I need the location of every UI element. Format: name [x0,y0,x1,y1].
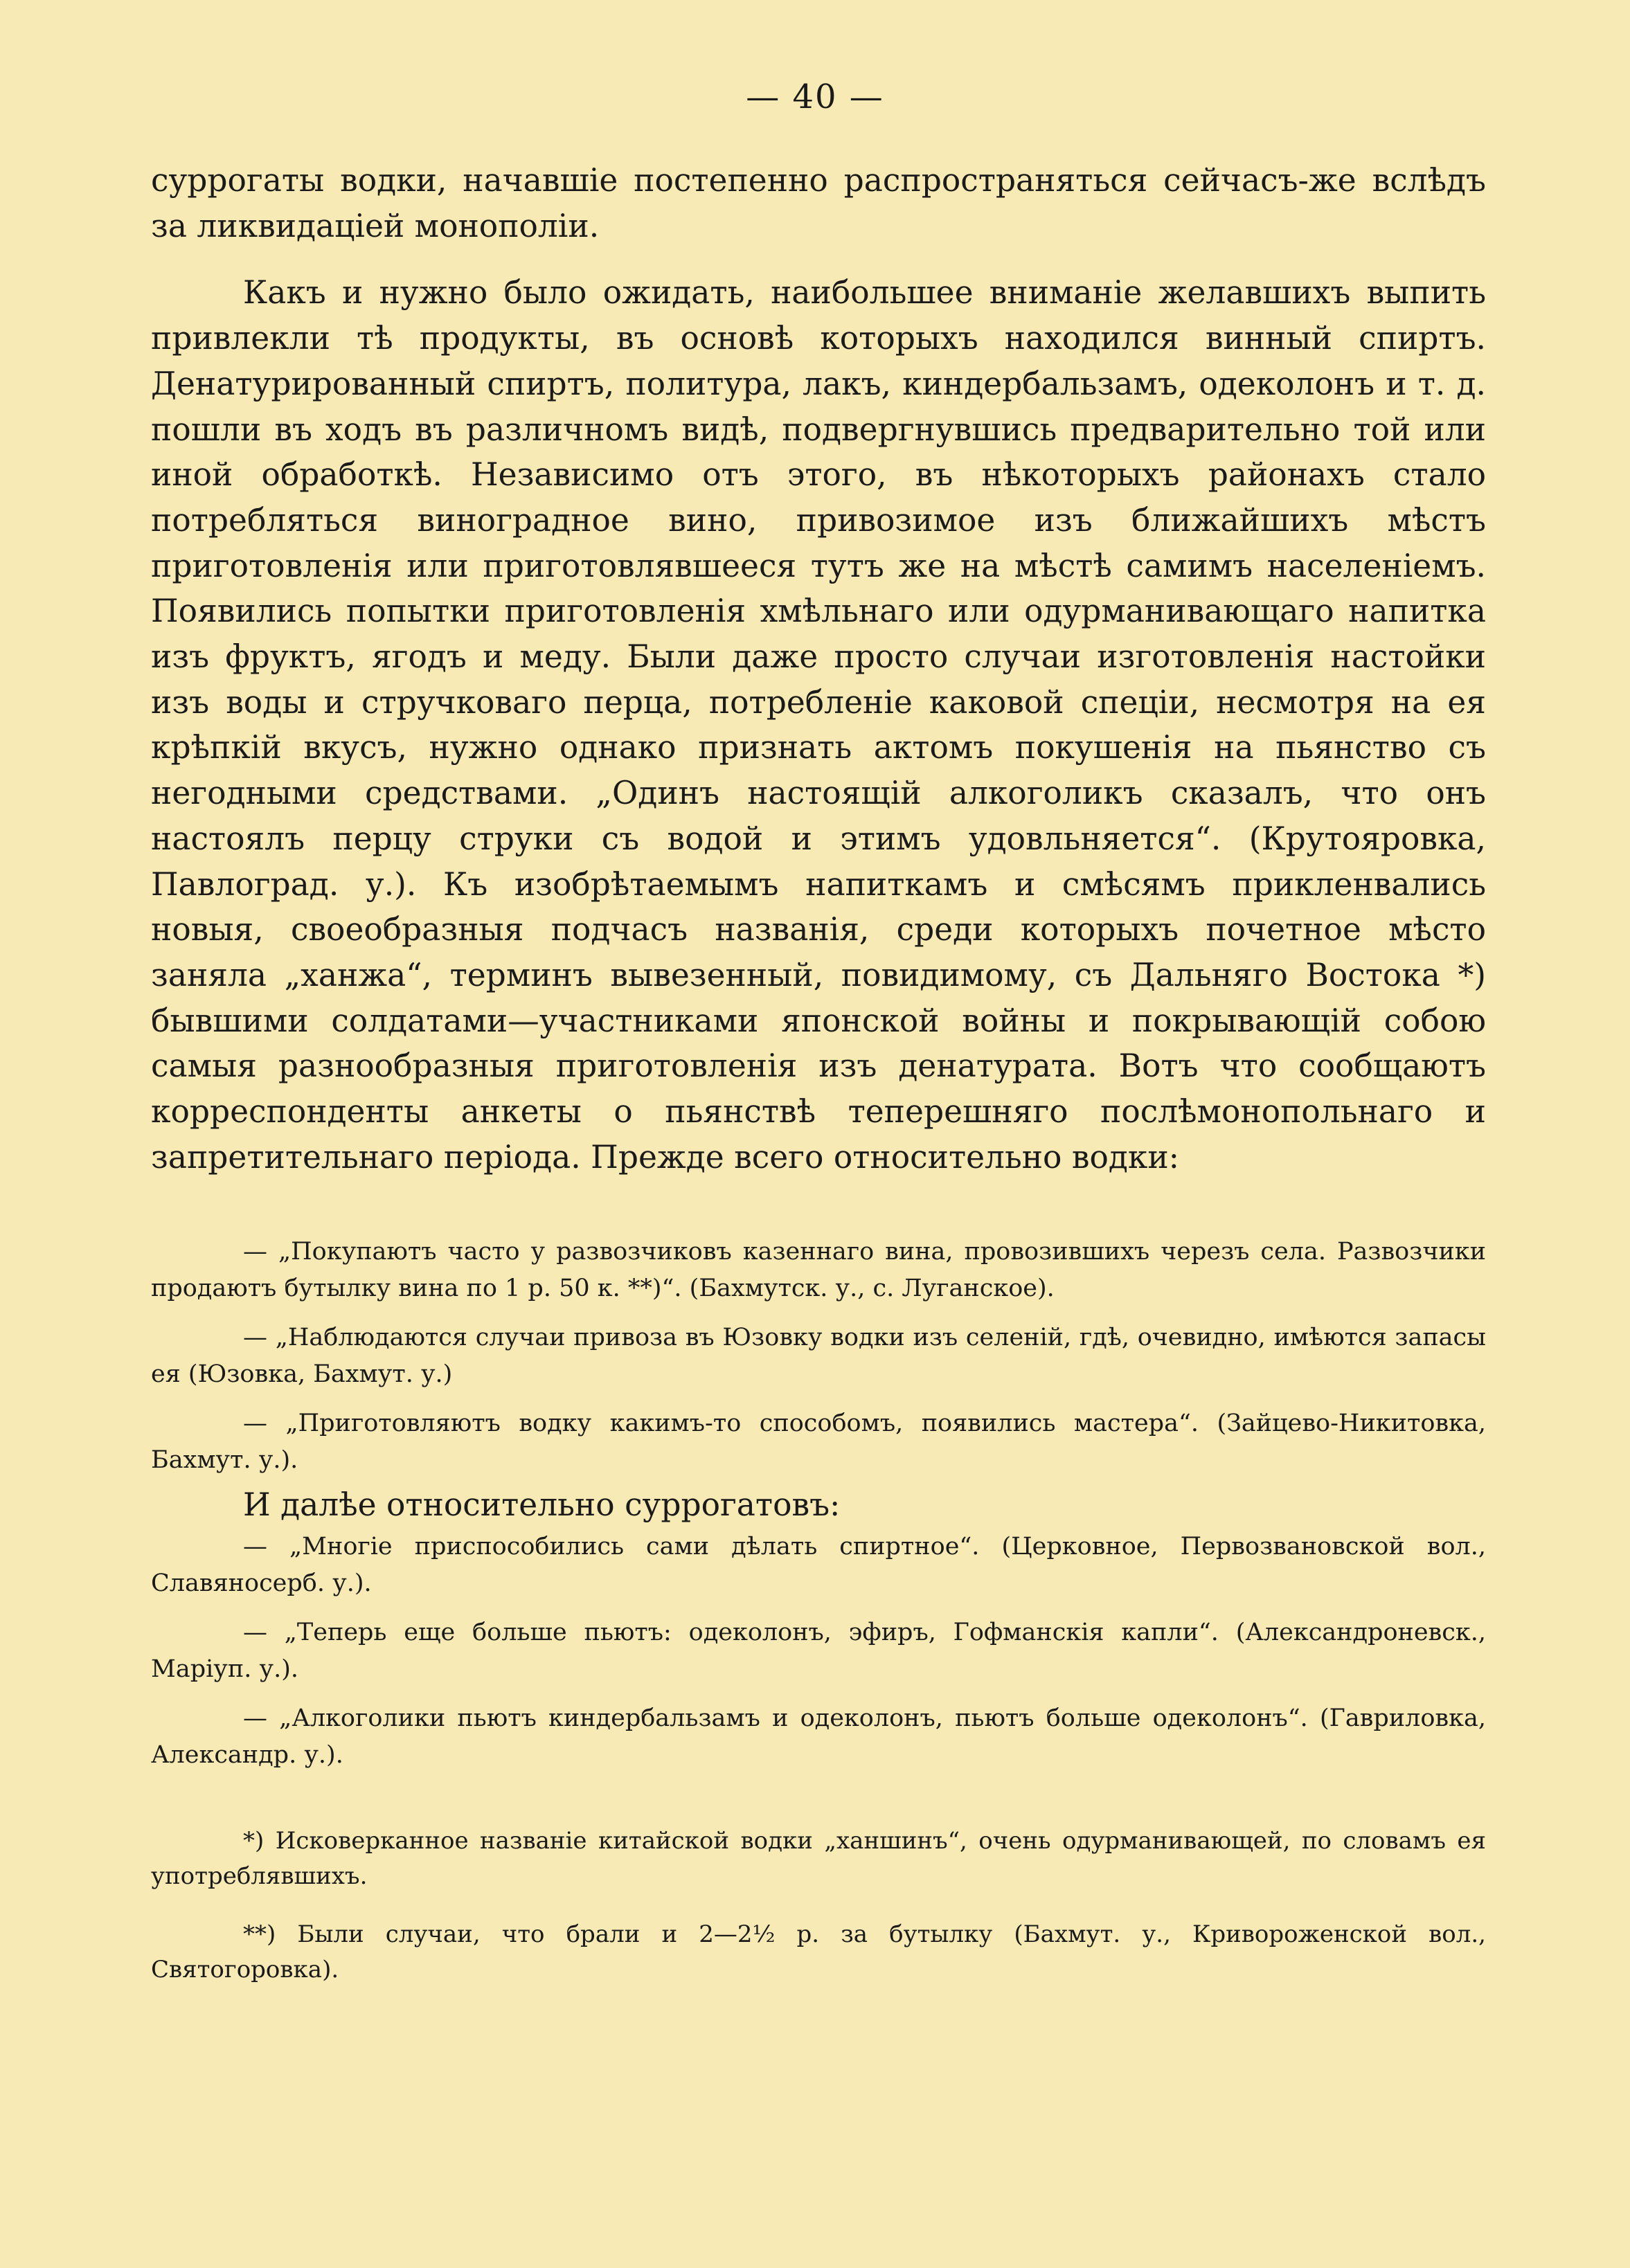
vodka-quotes [151,1234,1486,1479]
quote-item: — „Теперь еще больше пьютъ: одеколонъ, эфиръ, Гофманскія капли“. (Александроневск., Маріуп. у.). [151,1619,1486,1683]
surrogates-heading: И далѣе относительно суррогатовъ: [243,1486,841,1523]
quote-item: — „Алкоголики пьютъ киндербальзамъ и одеколонъ, пьютъ больше одеколонъ“. (Гавриловка, Александр. у.). [151,1704,1486,1769]
quote-item: — „Приготовляютъ водку какимъ-то способомъ, появились мастера“. (Зайцево-Никитовка, Бахмут. у.). [151,1410,1486,1474]
paragraph-continuation: суррогаты водки, начавшіе постепенно распространяться сейчасъ-же вслѣдъ за ликвидаціей монополіи. [151,162,1486,244]
quote-item: — „Покупаютъ часто у развозчиковъ казеннаго вина, провозившихъ черезъ села. Развозчики продаютъ бутылку вина по 1 р. 50 к. **)“. (Бахмутск. у., с. Луганское). [151,1238,1486,1302]
footnote-text: **) Были случаи, что брали и 2—2½ р. за бутылку (Бахмут. у., Кривороженской вол., Святогоровка). [151,1920,1486,1983]
main-text [151,158,1486,1180]
footnote-2 [151,1917,1486,1988]
footnote-text: *) Исковерканное названіе китайской водки „ханшинъ“, очень одурманивающей, по словамъ ея употреблявшихъ. [151,1827,1486,1890]
paragraph-main: Какъ и нужно было ожидать, наибольшее вниманіе желавшихъ выпить привлекли тѣ продукты, въ основѣ которыхъ находился винный спиртъ. Денатурированный спиртъ, политура, лакъ, киндербальзамъ, одеколонъ и т. д. пошли въ ходъ въ различномъ видѣ, подвергнувшись предварительно той или иной обработкѣ. Независимо отъ этого, въ нѣкоторыхъ районахъ стало потребляться виноградное вино, привозимое изъ ближайшихъ мѣстъ приготовленія или приготовлявшееся тутъ же на мѣстѣ самимъ населеніемъ. Появились попытки приготовленія хмѣльнаго или одурманивающаго напитка изъ фруктъ, ягодъ и меду. Были даже просто случаи изготовленія настойки изъ воды и стручковаго перца, потребленіе каковой спеціи, несмотря на ея крѣпкій вкусъ, нужно однако признать актомъ покушенія на пьянство съ негодными средствами. „Одинъ настоящій алкоголикъ сказалъ, что онъ настоялъ перцу струки съ водой и этимъ удовльняется“. (Крутояровка, Павлоград. у.). Къ изобрѣтаемымъ напиткамъ и смѣсямъ прикленвались новыя, своеобразныя подчасъ названія, среди которыхъ почетное мѣсто заняла „ханжа“, терминъ вывезенный, повидимому, съ Дальняго Востока *) бывшими солдатами—участниками японской войны и покрывающій собою самыя разнообразныя приготовленія изъ денатурата. Вотъ что сообщаютъ корреспонденты анкеты о пьянствѣ теперешняго послѣмонопольнаго и запретительнаго періода. Прежде всего относительно водки: [151,274,1486,1176]
page-number: — 40 — [746,78,884,116]
quote-item: — „Многіе приспособились сами дѣлать спиртное“. (Церковное, Первозвановской вол., Славяносерб. у.). [151,1533,1486,1597]
surrogate-quotes [151,1529,1486,1774]
quote-item: — „Наблюдаются случаи привоза въ Юзовку водки изъ селеній, гдѣ, очевидно, имѣются запасы ея (Юзовка, Бахмут. у.) [151,1324,1486,1388]
footnote-1 [151,1824,1486,1894]
